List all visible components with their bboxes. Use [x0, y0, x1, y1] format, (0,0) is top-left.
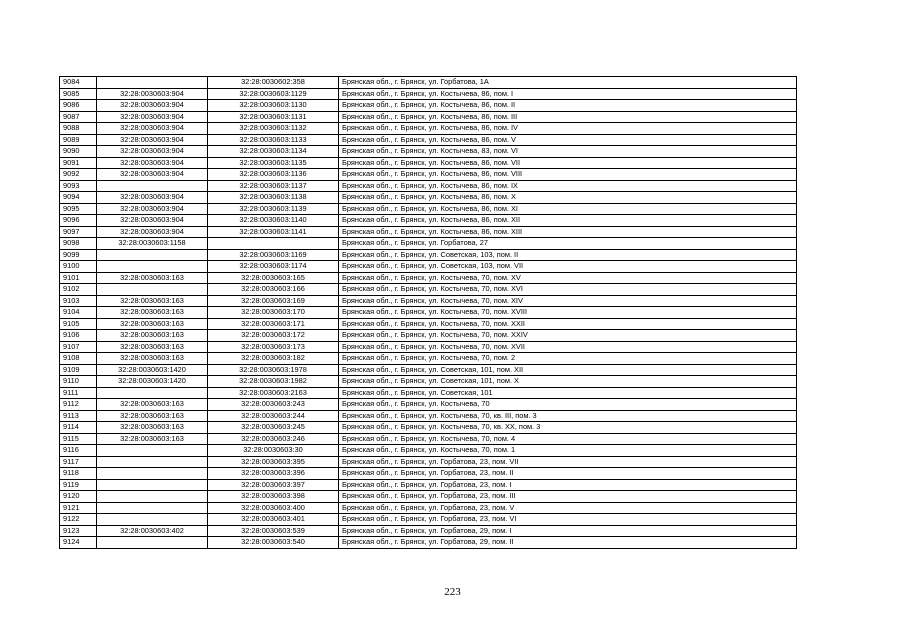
table-row: [60, 445, 797, 457]
row-number-cell: 9117: [60, 456, 97, 468]
row-number-cell: 9112: [60, 399, 97, 411]
address-cell: Брянская обл., г. Брянск, ул. Костычева, 86, пом. I: [339, 88, 797, 100]
parent-cadastral-number-cell: 32:28:0030603:1420: [97, 376, 208, 388]
row-number-cell: 9102: [60, 284, 97, 296]
parent-cadastral-number-cell: 32:28:0030603:163: [97, 272, 208, 284]
table-row: [60, 318, 797, 330]
parent-cadastral-number-cell: [97, 468, 208, 480]
row-number-cell: 9098: [60, 238, 97, 250]
row-number-cell: 9100: [60, 261, 97, 273]
row-number-cell: 9110: [60, 376, 97, 388]
address-cell: Брянская обл., г. Брянск, ул. Советская, 101: [339, 387, 797, 399]
address-cell: Брянская обл., г. Брянск, ул. Горбатова, 23, пом. III: [339, 491, 797, 503]
parent-cadastral-number-cell: 32:28:0030603:163: [97, 433, 208, 445]
table-row: [60, 180, 797, 192]
address-cell: Брянская обл., г. Брянск, ул. Костычева, 70, пом. XXIV: [339, 330, 797, 342]
cadastral-number-cell: 32:28:0030603:169: [208, 295, 339, 307]
table-row: [60, 364, 797, 376]
cadastral-number-cell: 32:28:0030603:1982: [208, 376, 339, 388]
parent-cadastral-number-cell: [97, 77, 208, 89]
cadastral-number-cell: 32:28:0030603:1136: [208, 169, 339, 181]
cadastral-number-cell: 32:28:0030603:1141: [208, 226, 339, 238]
parent-cadastral-number-cell: [97, 261, 208, 273]
parent-cadastral-number-cell: [97, 502, 208, 514]
parent-cadastral-number-cell: 32:28:0030603:1158: [97, 238, 208, 250]
cadastral-number-cell: 32:28:0030603:1169: [208, 249, 339, 261]
table-row: [60, 284, 797, 296]
table-row: [60, 399, 797, 411]
cadastral-number-cell: 32:28:0030603:246: [208, 433, 339, 445]
parent-cadastral-number-cell: 32:28:0030603:163: [97, 353, 208, 365]
table-row: [60, 88, 797, 100]
address-cell: Брянская обл., г. Брянск, ул. Костычева, 86, пом. X: [339, 192, 797, 204]
table-row: [60, 387, 797, 399]
address-cell: Брянская обл., г. Брянск, ул. Костычева, 86, пом. XII: [339, 215, 797, 227]
row-number-cell: 9120: [60, 491, 97, 503]
table-row: [60, 146, 797, 158]
address-cell: Брянская обл., г. Брянск, ул. Костычева, 86, пом. V: [339, 134, 797, 146]
table-row: [60, 226, 797, 238]
address-cell: Брянская обл., г. Брянск, ул. Костычева, 83, пом. VI: [339, 146, 797, 158]
address-cell: Брянская обл., г. Брянск, ул. Костычева, 70, пом. 4: [339, 433, 797, 445]
address-cell: Брянская обл., г. Брянск, ул. Костычева, 86, пом. III: [339, 111, 797, 123]
row-number-cell: 9103: [60, 295, 97, 307]
row-number-cell: 9094: [60, 192, 97, 204]
cadastral-number-cell: 32:28:0030603:1978: [208, 364, 339, 376]
address-cell: Брянская обл., г. Брянск, ул. Костычева, 70, пом. XXII: [339, 318, 797, 330]
parent-cadastral-number-cell: 32:28:0030603:904: [97, 215, 208, 227]
table-row: [60, 134, 797, 146]
row-number-cell: 9091: [60, 157, 97, 169]
row-number-cell: 9108: [60, 353, 97, 365]
address-cell: Брянская обл., г. Брянск, ул. Советская, 103, пом. VII: [339, 261, 797, 273]
row-number-cell: 9111: [60, 387, 97, 399]
parent-cadastral-number-cell: 32:28:0030603:904: [97, 203, 208, 215]
cadastral-number-cell: 32:28:0030603:166: [208, 284, 339, 296]
row-number-cell: 9101: [60, 272, 97, 284]
row-number-cell: 9109: [60, 364, 97, 376]
address-cell: Брянская обл., г. Брянск, ул. Костычева, 86, пом. XIII: [339, 226, 797, 238]
row-number-cell: 9086: [60, 100, 97, 112]
table-row: [60, 238, 797, 250]
table-row: [60, 100, 797, 112]
parent-cadastral-number-cell: 32:28:0030603:904: [97, 226, 208, 238]
cadastral-number-cell: 32:28:0030603:1129: [208, 88, 339, 100]
row-number-cell: 9087: [60, 111, 97, 123]
cadastral-number-cell: 32:28:0030603:1140: [208, 215, 339, 227]
cadastral-number-cell: 32:28:0030603:171: [208, 318, 339, 330]
parent-cadastral-number-cell: 32:28:0030603:904: [97, 111, 208, 123]
cadastral-number-cell: 32:28:0030603:540: [208, 537, 339, 549]
table-row: [60, 272, 797, 284]
parent-cadastral-number-cell: 32:28:0030603:904: [97, 157, 208, 169]
table-row: [60, 537, 797, 549]
cadastral-number-cell: 32:28:0030603:30: [208, 445, 339, 457]
address-cell: Брянская обл., г. Брянск, ул. Горбатова, 29, пом. II: [339, 537, 797, 549]
table-row: [60, 456, 797, 468]
address-cell: Брянская обл., г. Брянск, ул. Костычева, 86, пом. VII: [339, 157, 797, 169]
address-cell: Брянская обл., г. Брянск, ул. Костычева, 70, пом. 1: [339, 445, 797, 457]
address-cell: Брянская обл., г. Брянск, ул. Костычева, 70, пом. XIV: [339, 295, 797, 307]
cadastral-number-cell: 32:28:0030603:398: [208, 491, 339, 503]
row-number-cell: 9095: [60, 203, 97, 215]
row-number-cell: 9122: [60, 514, 97, 526]
table-row: [60, 77, 797, 89]
table-row: [60, 502, 797, 514]
parent-cadastral-number-cell: [97, 387, 208, 399]
cadastral-number-cell: 32:28:0030603:1137: [208, 180, 339, 192]
parent-cadastral-number-cell: 32:28:0030603:904: [97, 192, 208, 204]
row-number-cell: 9084: [60, 77, 97, 89]
cadastral-number-cell: [208, 238, 339, 250]
parent-cadastral-number-cell: [97, 180, 208, 192]
cadastral-number-cell: 32:28:0030603:1130: [208, 100, 339, 112]
parent-cadastral-number-cell: 32:28:0030603:904: [97, 134, 208, 146]
parent-cadastral-number-cell: [97, 479, 208, 491]
address-cell: Брянская обл., г. Брянск, ул. Горбатова, 23, пом. V: [339, 502, 797, 514]
cadastral-number-cell: 32:28:0030603:539: [208, 525, 339, 537]
table-row: [60, 203, 797, 215]
cadastral-number-cell: 32:28:0030603:170: [208, 307, 339, 319]
parent-cadastral-number-cell: 32:28:0030603:163: [97, 295, 208, 307]
row-number-cell: 9124: [60, 537, 97, 549]
cadastral-number-cell: 32:28:0030603:1138: [208, 192, 339, 204]
row-number-cell: 9105: [60, 318, 97, 330]
cadastral-number-cell: 32:28:0030603:400: [208, 502, 339, 514]
row-number-cell: 9096: [60, 215, 97, 227]
cadastral-number-cell: 32:28:0030603:397: [208, 479, 339, 491]
row-number-cell: 9097: [60, 226, 97, 238]
table-row: [60, 353, 797, 365]
table-row: [60, 491, 797, 503]
address-cell: Брянская обл., г. Брянск, ул. Горбатова, 23, пом. VII: [339, 456, 797, 468]
table-row: [60, 525, 797, 537]
parent-cadastral-number-cell: [97, 445, 208, 457]
parent-cadastral-number-cell: 32:28:0030603:163: [97, 399, 208, 411]
table-row: [60, 479, 797, 491]
row-number-cell: 9093: [60, 180, 97, 192]
parent-cadastral-number-cell: 32:28:0030603:904: [97, 100, 208, 112]
table-row: [60, 307, 797, 319]
row-number-cell: 9099: [60, 249, 97, 261]
address-cell: Брянская обл., г. Брянск, ул. Советская, 103, пом. II: [339, 249, 797, 261]
row-number-cell: 9113: [60, 410, 97, 422]
row-number-cell: 9107: [60, 341, 97, 353]
address-cell: Брянская обл., г. Брянск, ул. Костычева, 70, пом. XV: [339, 272, 797, 284]
parent-cadastral-number-cell: [97, 491, 208, 503]
address-cell: Брянская обл., г. Брянск, ул. Горбатова, 27: [339, 238, 797, 250]
address-cell: Брянская обл., г. Брянск, ул. Костычева, 86, пом. VIII: [339, 169, 797, 181]
row-number-cell: 9123: [60, 525, 97, 537]
cadastral-number-cell: 32:28:0030603:172: [208, 330, 339, 342]
address-cell: Брянская обл., г. Брянск, ул. Горбатова, 23, пом. I: [339, 479, 797, 491]
parent-cadastral-number-cell: 32:28:0030603:163: [97, 307, 208, 319]
address-cell: Брянская обл., г. Брянск, ул. Костычева, 70, пом. XVI: [339, 284, 797, 296]
cadastral-number-cell: 32:28:0030603:1133: [208, 134, 339, 146]
row-number-cell: 9104: [60, 307, 97, 319]
parent-cadastral-number-cell: 32:28:0030603:163: [97, 410, 208, 422]
cadastral-number-cell: 32:28:0030603:2163: [208, 387, 339, 399]
address-cell: Брянская обл., г. Брянск, ул. Костычева, 70, пом. XVIII: [339, 307, 797, 319]
table-row: [60, 111, 797, 123]
address-cell: Брянская обл., г. Брянск, ул. Горбатова, 23, пом. VI: [339, 514, 797, 526]
row-number-cell: 9121: [60, 502, 97, 514]
cadastral-registry-table: [59, 76, 797, 549]
parent-cadastral-number-cell: [97, 284, 208, 296]
row-number-cell: 9115: [60, 433, 97, 445]
cadastral-number-cell: 32:28:0030603:1134: [208, 146, 339, 158]
cadastral-number-cell: 32:28:0030603:173: [208, 341, 339, 353]
cadastral-number-cell: 32:28:0030603:1131: [208, 111, 339, 123]
table-row: [60, 215, 797, 227]
row-number-cell: 9090: [60, 146, 97, 158]
address-cell: Брянская обл., г. Брянск, ул. Костычева, 70, пом. XVII: [339, 341, 797, 353]
page-number: 223: [444, 586, 461, 598]
parent-cadastral-number-cell: 32:28:0030603:904: [97, 169, 208, 181]
cadastral-number-cell: 32:28:0030603:1132: [208, 123, 339, 135]
parent-cadastral-number-cell: 32:28:0030603:163: [97, 341, 208, 353]
cadastral-number-cell: 32:28:0030603:182: [208, 353, 339, 365]
table-row: [60, 433, 797, 445]
address-cell: Брянская обл., г. Брянск, ул. Костычева, 70: [339, 399, 797, 411]
table-row: [60, 192, 797, 204]
table-row: [60, 295, 797, 307]
parent-cadastral-number-cell: 32:28:0030603:1420: [97, 364, 208, 376]
cadastral-number-cell: 32:28:0030603:401: [208, 514, 339, 526]
cadastral-number-cell: 32:28:0030603:396: [208, 468, 339, 480]
cadastral-number-cell: 32:28:0030602:358: [208, 77, 339, 89]
parent-cadastral-number-cell: [97, 456, 208, 468]
parent-cadastral-number-cell: 32:28:0030603:904: [97, 123, 208, 135]
cadastral-number-cell: 32:28:0030603:1139: [208, 203, 339, 215]
cadastral-number-cell: 32:28:0030603:244: [208, 410, 339, 422]
row-number-cell: 9088: [60, 123, 97, 135]
table-row: [60, 261, 797, 273]
row-number-cell: 9116: [60, 445, 97, 457]
table-row: [60, 330, 797, 342]
row-number-cell: 9114: [60, 422, 97, 434]
table-row: [60, 514, 797, 526]
parent-cadastral-number-cell: 32:28:0030603:163: [97, 330, 208, 342]
table-row: [60, 468, 797, 480]
cadastral-number-cell: 32:28:0030603:395: [208, 456, 339, 468]
address-cell: Брянская обл., г. Брянск, ул. Горбатова, 23, пом. II: [339, 468, 797, 480]
address-cell: Брянская обл., г. Брянск, ул. Костычева, 86, пом. IV: [339, 123, 797, 135]
row-number-cell: 9089: [60, 134, 97, 146]
parent-cadastral-number-cell: [97, 537, 208, 549]
table-row: [60, 422, 797, 434]
table-row: [60, 376, 797, 388]
row-number-cell: 9106: [60, 330, 97, 342]
table-row: [60, 157, 797, 169]
parent-cadastral-number-cell: 32:28:0030603:904: [97, 88, 208, 100]
table-body: [60, 77, 797, 549]
parent-cadastral-number-cell: [97, 514, 208, 526]
address-cell: Брянская обл., г. Брянск, ул. Костычева, 86, пом. XI: [339, 203, 797, 215]
table-row: [60, 169, 797, 181]
parent-cadastral-number-cell: [97, 249, 208, 261]
cadastral-number-cell: 32:28:0030603:1135: [208, 157, 339, 169]
row-number-cell: 9085: [60, 88, 97, 100]
row-number-cell: 9092: [60, 169, 97, 181]
table-row: [60, 341, 797, 353]
cadastral-number-cell: 32:28:0030603:243: [208, 399, 339, 411]
cadastral-number-cell: 32:28:0030603:165: [208, 272, 339, 284]
address-cell: Брянская обл., г. Брянск, ул. Костычева, 86, пом. II: [339, 100, 797, 112]
address-cell: Брянская обл., г. Брянск, ул. Костычева, 86, пом. IX: [339, 180, 797, 192]
address-cell: Брянская обл., г. Брянск, ул. Костычева, 70, кв. III, пом. 3: [339, 410, 797, 422]
table-row: [60, 123, 797, 135]
address-cell: Брянская обл., г. Брянск, ул. Горбатова, 29, пом. I: [339, 525, 797, 537]
address-cell: Брянская обл., г. Брянск, ул. Костычева, 70, кв. XX, пом. 3: [339, 422, 797, 434]
address-cell: Брянская обл., г. Брянск, ул. Костычева, 70, пом. 2: [339, 353, 797, 365]
table-row: [60, 410, 797, 422]
address-cell: Брянская обл., г. Брянск, ул. Горбатова, 1А: [339, 77, 797, 89]
row-number-cell: 9119: [60, 479, 97, 491]
address-cell: Брянская обл., г. Брянск, ул. Советская, 101, пом. XII: [339, 364, 797, 376]
table-row: [60, 249, 797, 261]
parent-cadastral-number-cell: 32:28:0030603:163: [97, 318, 208, 330]
row-number-cell: 9118: [60, 468, 97, 480]
cadastral-number-cell: 32:28:0030603:245: [208, 422, 339, 434]
parent-cadastral-number-cell: 32:28:0030603:402: [97, 525, 208, 537]
parent-cadastral-number-cell: 32:28:0030603:904: [97, 146, 208, 158]
parent-cadastral-number-cell: 32:28:0030603:163: [97, 422, 208, 434]
address-cell: Брянская обл., г. Брянск, ул. Советская, 101, пом. X: [339, 376, 797, 388]
cadastral-number-cell: 32:28:0030603:1174: [208, 261, 339, 273]
